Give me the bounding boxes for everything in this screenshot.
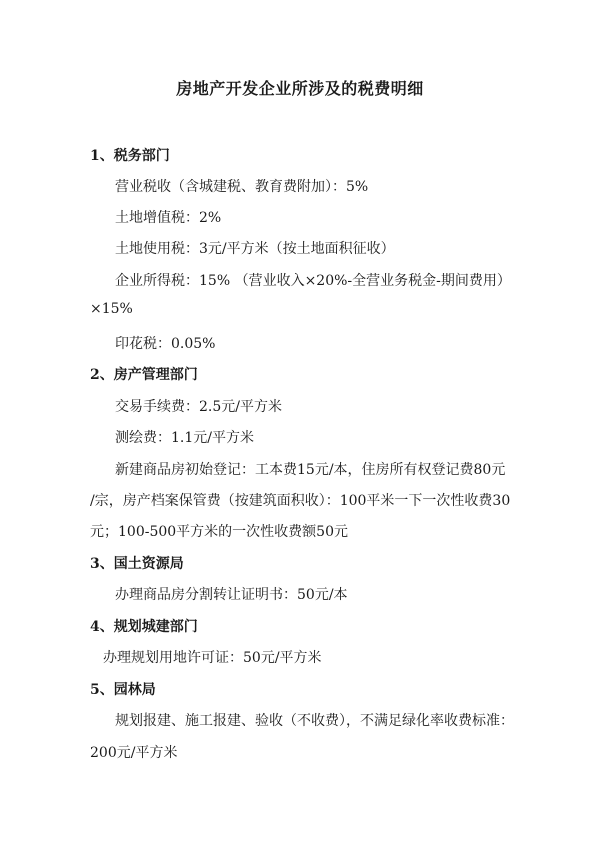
tax-line-land-value: 土地增值税：2% (115, 210, 222, 226)
section-heading-landscape: 5、园林局 (90, 682, 156, 698)
section-heading-planning: 4、规划城建部门 (90, 619, 198, 635)
housing-line-registration-cont2: 元；100-500平方米的一次性收费额50元 (90, 524, 348, 540)
document-title: 房地产开发企业所涉及的税费明细 (176, 79, 424, 98)
housing-line-registration-cont1: /宗，房产档案保管费（按建筑面积收）：100平米一下一次性收费30 (90, 493, 511, 509)
tax-line-income: 企业所得税：15% （营业收入×20%-全营业务税金-期间费用） (115, 273, 511, 289)
section-heading-land: 3、国土资源局 (90, 556, 184, 572)
tax-line-income-cont: ×15% (90, 301, 133, 317)
tax-line-stamp: 印花税：0.05% (115, 336, 216, 352)
landscape-line-fees: 规划报建、施工报建、验收（不收费），不满足绿化率收费标准： (115, 713, 514, 729)
landscape-line-fees-cont: 200元/平方米 (90, 745, 178, 761)
tax-line-business: 营业税收（含城建税、教育费附加）：5% (115, 179, 369, 195)
land-line-certificate: 办理商品房分割转让证明书：50元/本 (115, 587, 348, 603)
tax-line-land-use: 土地使用税：3元/平方米（按土地面积征收） (115, 241, 395, 257)
planning-line-permit: 办理规划用地许可证：50元/平方米 (103, 650, 322, 666)
section-heading-tax: 1、税务部门 (90, 148, 170, 164)
housing-line-survey: 测绘费：1.1元/平方米 (115, 430, 254, 446)
housing-line-transaction: 交易手续费：2.5元/平方米 (115, 399, 282, 415)
housing-line-registration: 新建商品房初始登记：工本费15元/本，住房所有权登记费80元 (115, 462, 506, 478)
section-heading-housing: 2、房产管理部门 (90, 367, 198, 383)
